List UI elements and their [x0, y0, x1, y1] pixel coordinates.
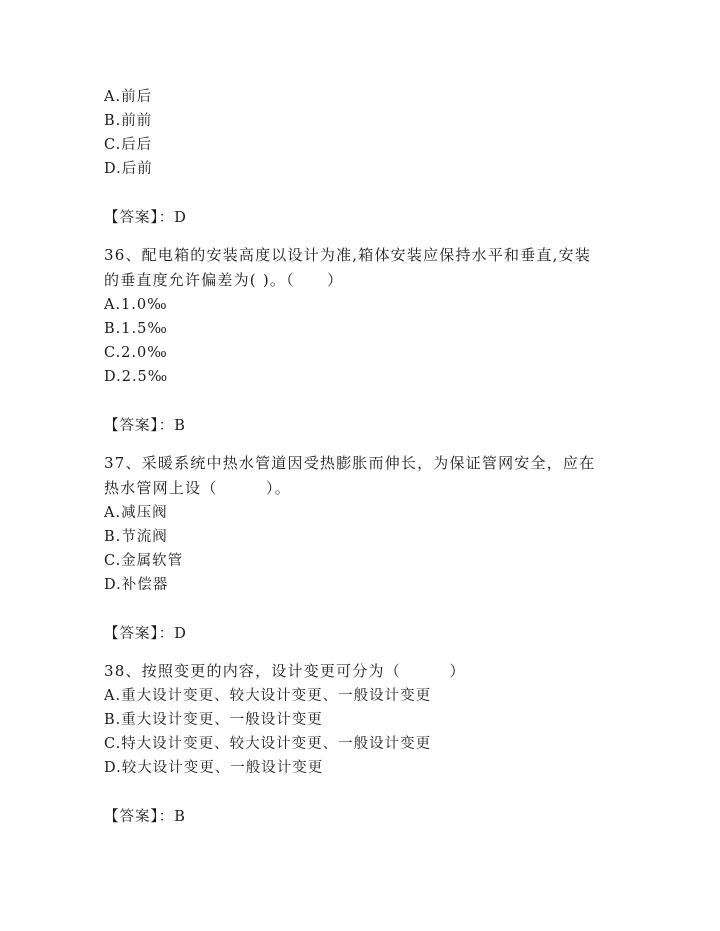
option-b: B.1.5‰: [104, 321, 168, 337]
answer-value: B: [174, 418, 186, 434]
answer-label: 【答案】：: [104, 809, 175, 825]
answer-36: [104, 416, 186, 436]
option-c: C.特大设计变更、较大设计变更、一般设计变更: [104, 736, 432, 752]
option-d: D.补偿器: [104, 577, 169, 593]
answer-37: [104, 624, 187, 644]
option-d: D.后前: [104, 161, 153, 177]
option-d: D.2.5‰: [104, 369, 169, 385]
answer-35: [104, 208, 187, 228]
question-37-line-2: 热水管网上设（ ）。: [104, 479, 291, 497]
option-c: C.金属软管: [104, 553, 184, 569]
option-a: A.前后: [104, 89, 153, 105]
option-a: A.减压阀: [104, 505, 168, 521]
question-36-line-1: 36、配电箱的安装高度以设计为准,箱体安装应保持水平和垂直,安装: [104, 246, 592, 264]
answer-label: 【答案】：: [104, 626, 175, 642]
answer-label: 【答案】：: [104, 210, 175, 226]
option-c: C.后后: [104, 137, 153, 153]
option-a: A.1.0‰: [104, 297, 168, 313]
answer-38: [104, 807, 186, 827]
option-a: A.重大设计变更、较大设计变更、一般设计变更: [104, 688, 432, 704]
option-d: D.较大设计变更、一般设计变更: [104, 760, 324, 776]
question-37-line-1: 37、采暖系统中热水管道因受热膨胀而伸长，为保证管网安全，应在: [104, 454, 596, 472]
option-c: C.2.0‰: [104, 345, 168, 361]
answer-value: D: [174, 626, 187, 642]
answer-value: B: [174, 809, 186, 825]
question-36-line-2: 的垂直度允许偏差为( )。（ ）: [104, 271, 344, 289]
option-b: B.前前: [104, 113, 153, 129]
option-b: B.重大设计变更、一般设计变更: [104, 712, 323, 728]
option-b: B.节流阀: [104, 529, 168, 545]
question-38-line-1: 38、按照变更的内容，设计变更可分为（ ）: [104, 662, 466, 680]
answer-label: 【答案】：: [104, 418, 175, 434]
answer-value: D: [174, 210, 187, 226]
